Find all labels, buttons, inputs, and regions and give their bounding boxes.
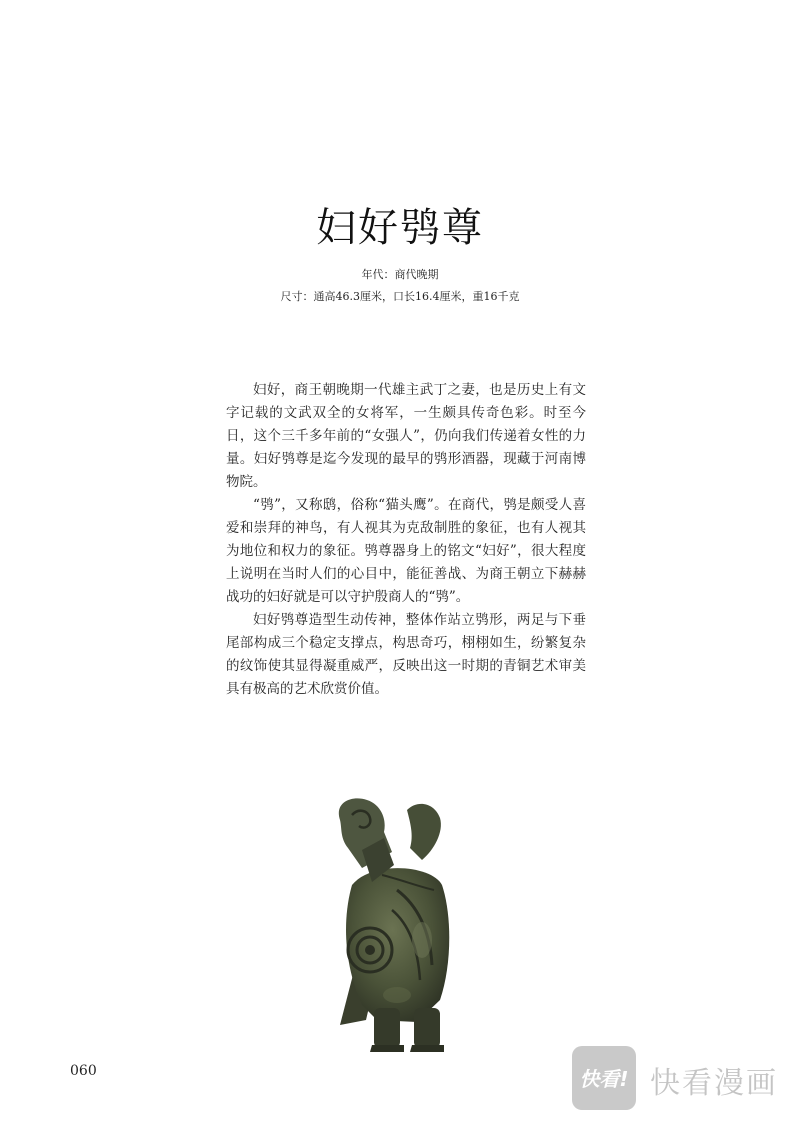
page-title: 妇好鸮尊 xyxy=(316,205,484,251)
paragraph-1: 妇好，商王朝晚期一代雄主武丁之妻，也是历史上有文字记载的文武双全的女将军，一生颇具传奇色彩。时至今日，这个三千多年前的“女强人”，仍向我们传递着女性的力量。妇好鸮尊是迄今发现的最早的鸮形酒器，现藏于河南博物院。 xyxy=(226,382,586,490)
artifact-era: 年代：商代晚期 xyxy=(361,268,439,281)
page-number: 060 xyxy=(70,1063,97,1079)
watermark-logo xyxy=(572,1046,636,1110)
watermark xyxy=(572,1046,792,1110)
watermark-badge-text: 快看! xyxy=(579,1067,629,1091)
bronze-owl-zun-icon xyxy=(322,790,472,1060)
paragraph-2: “鸮”，又称鸱，俗称“猫头鹰”。在商代，鸮是颇受人喜爱和崇拜的神鸟，有人视其为克敌制胜的象征，也有人视其为地位和权力的象征。鸮尊器身上的铭文“妇好”，很大程度上说明在当时人们的心目中，能征善战、为商王朝立下赫赫战功的妇好就是可以守护殷商人的“鸮”。 xyxy=(226,497,586,605)
article-body xyxy=(226,379,586,701)
artifact-dimensions: 尺寸：通高46.3厘米，口长16.4厘米，重16千克 xyxy=(280,290,520,303)
watermark-text: 快看漫画 xyxy=(650,1066,778,1101)
paragraph-3: 妇好鸮尊造型生动传神，整体作站立鸮形，两足与下垂尾部构成三个稳定支撑点，构思奇巧，栩栩如生，纷繁复杂的纹饰使其显得凝重威严，反映出这一时期的青铜艺术审美具有极高的艺术欣赏价值。 xyxy=(226,612,586,697)
